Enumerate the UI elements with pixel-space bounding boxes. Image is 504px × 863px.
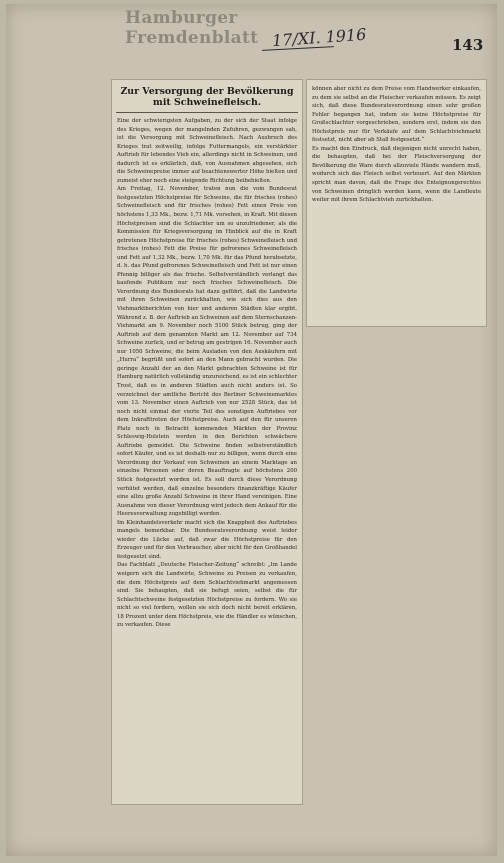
article-headline (116, 86, 298, 113)
headline-line-2: mit Schweinefleisch. (152, 97, 262, 108)
article-body-col1: Eine der schwierigsten Aufgaben, zu der sich der Staat infolge des Krieges, wegen der mangelnden Zufuhren, gezwungen sah, ist die Versorgung mit Schweinefleisch. Nach Ausbruch des Krieges trat zeitweilig, infolge Futtermangels, ein verstärkter Auftrieb für lebendes Vieh ein, allerdings nicht in Schweinen, und dadurch ist es erklärlich, daß, von Ausnahmen abgesehen, sich die Schweinepreise immer auf beachtenswerter Höhe hielten und zumeist eher noch eine steigende Richtung beibehielten. Am Freitag, 12. November, traten nun die vom Bundesrat festgesetzten Höchstpreise für Schweine, die für frisches (rohes) Schweinefleisch und für frisches (rohes) Fett einen Preis von höchstens 1,33 Mk., bezw. 1,71 Mk. vorsehen, in Kraft. Mit diesen Höchstpreisen sind die Schlachter um so unzufriedener, als die Kommission für Kriegsversorgung im Hinblick auf die in Kraft getretenen Höchstpreise für frisches (rohes) Schweinefleisch und frisches (rohes) Fett die Preise für gefrorenes Schweinefleisch und Fett auf 1,32 Mk., bezw. 1,70 Mk. für das Pfund herabsetzte, d. h. das Pfund gefrorenes Schweinefleisch und Fett ist nur einen Pfennig billiger als das frische. Selbstverständlich verlangt das kaufende Publikum nur noch frisches Schweinefleisch. Die Verordnung des Bundesrats hat dazu geführt, daß die Landwirte mit ihren Schweinen zurückhalten, wie sich dies aus den Viehmarktberichten von hier und anderen Städten klar ergibt. Während z. B. der Auftrieb an Schweinen auf dem Sternschanzen-Viehmarkt am 9. November noch 5100 Stück betrug, ging der Auftrieb auf dem genannten Markt am 12. November auf 734 Schweine zurück, und er betrug am gestrigen 16. November auch nur 1050 Schweine, die beim Ausladen von den Auskäufern mit „Hurra“ begrüßt und sofort an den Mann gebracht wurden. Die geringe Anzahl der an den Markt gebrachten Schweine ist für Hamburg natürlich vollständig unzureichend, es ist ein schlechter Trost, daß es in anderen Städten auch nicht anders ist. So verzeichnet der amtliche Bericht des Berliner Schweinemarktes vom 13. November einen Auftrieb von nur 2528 Stück, das ist noch nicht einmal der vierte Teil des sonstigen Auftriebes vor dem Inkrafttreten der Höchstpreise. Auch auf den für unseren Platz noch in Betracht kommenden Märkten der Provinz Schleswig-Holstein werden in den Berichten schwächere Auftriebe gemeldet. Die Schweine finden selbstverständlich sofort Käufer, und es ist deshalb nur zu billigen, wenn durch eine Verordnung der Verkauf von Schweinen an einem Marktage an einzelne Personen oder deren Beauftragte auf höchstens 200 Stück festgesetzt worden ist. Es soll durch diese Verordnung verhütet werden, daß einzelne besonders finanzkräftige Käufer eine allzu große Anzahl Schweine in ihrer Hand vereinigen. Eine Ausnahme von dieser Verordnung wird jedoch dem Ankauf für die Heeresverwaltung zugebilligt werden. Im Kleinhandelsverkehr macht sich die Knappheit des Auftriebes mangels bemerkbar. Die Bundesratsverordnung weist leider wieder die Lücke auf, daß zwar die Höchstpreise für den Erzeuger und für den Verbraucher, aber nicht für den Großhandel festgesetzt sind. Das Fachblatt „Deutsche Fleischer-Zeitung“ schreibt: „Im Lande weigern sich die Landwirte, Schweine zu Preisen zu verkaufen, die dem Höchstpreis auf dem Schlachtviehmarkt angemessen sind. Sie behaupten, daß sie befugt seien, selbst die für Schlachtschweine festgesetzten Höchstpreise zu fordern. Wo sie nicht so viel fordern, wollen sie sich doch nicht bereit erklären, 18 Prozent unter dem Höchstpreis, wie die Händler es wünschen, zu verkaufen. Diese (117, 118, 297, 629)
article-column-2 (307, 80, 486, 326)
article-column-1 (112, 80, 302, 804)
headline-line-1: Zur Versorgung der Bevölkerung (120, 86, 294, 97)
handwritten-date: 17/XI. 1916 (271, 24, 367, 51)
newspaper-masthead: Hamburger Fremdenblatt (125, 8, 259, 48)
article-body-col2: können aber nicht zu dem Preise vom Handwerker einkaufen, zu dem sie selbst an die Fleischer verkaufen müssen. Es zeigt sich, daß diese Bundesratsverordnung einen sehr großen Fehler begangen hat, indem sie keine Höchstpreise für Großschlachter vorgeschrieben, sondern erst, indem sie den Höchstpreis nur für Verkäufe auf dem Schlachtviehmarkt festsetzt, nicht aber ab Stall festgesetzt.“ Es macht den Eindruck, daß diejenigen nicht unrecht haben, die behaupten, daß bei der Fleischversorgung der Bevölkerung die Ware durch allzuviele Hände wandern muß, wodurch sich das Fleisch selbst verteuert. Auf den Märkten spricht man davon, daß die Frage des Enteignungsrechtes von Schweinen dringlich werden kann, wenn die Landleute weiter mit ihrem Schlachtvieh zurückhalten. (312, 86, 481, 204)
page-number: 143 (452, 36, 484, 54)
